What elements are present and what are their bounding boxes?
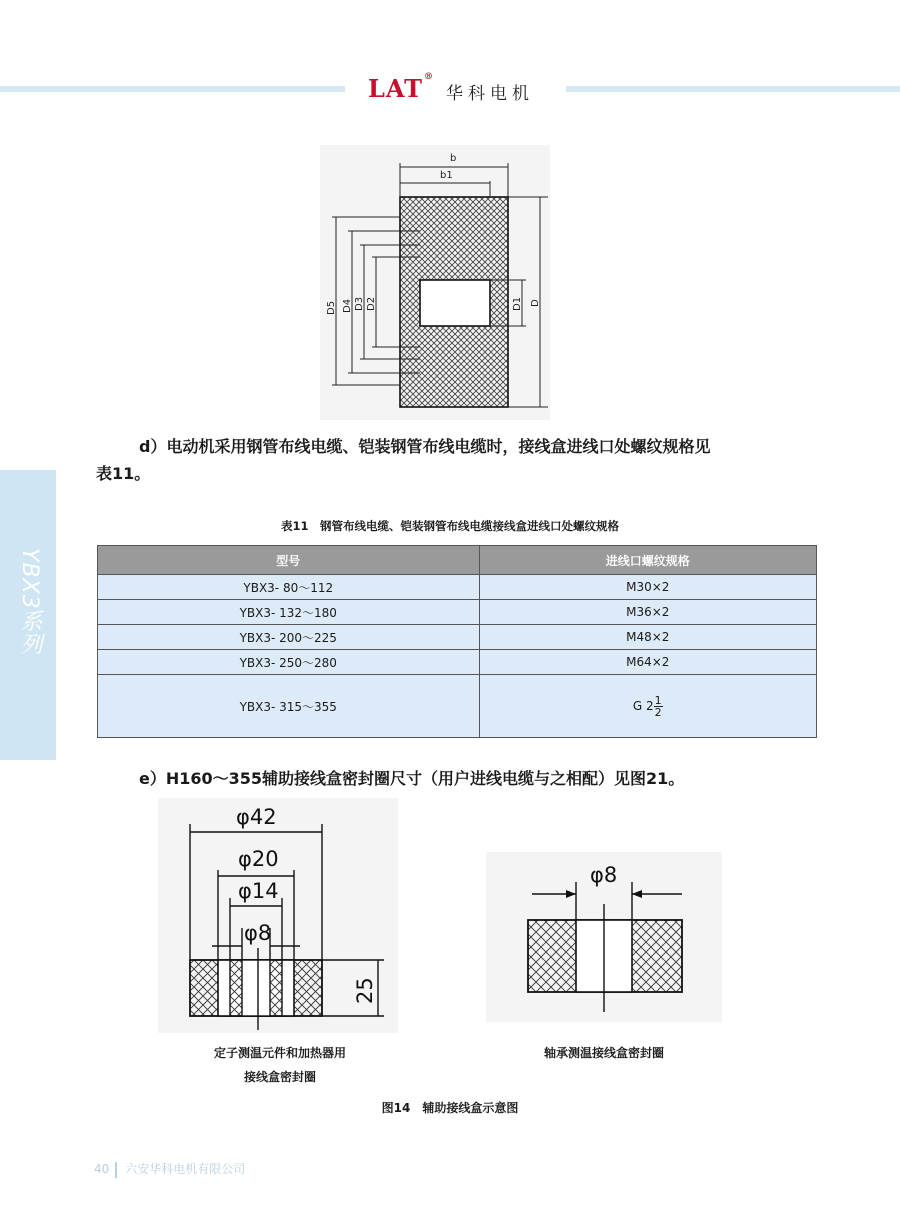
thread-spec-table xyxy=(97,545,817,738)
footer xyxy=(94,1160,245,1178)
para-d-line2: 表11。 xyxy=(96,464,151,483)
footer-divider xyxy=(115,1162,117,1178)
para-d-line1: d）电动机采用钢管布线电缆、铠装钢管布线电缆时，接线盒进线口处螺纹规格见 xyxy=(139,437,711,456)
col-header-model: 型号 xyxy=(98,546,480,575)
side-tab-label: YBX3系列 xyxy=(17,548,42,656)
table-row xyxy=(98,600,817,625)
figure-caption: 图14 辅助接线盒示意图 xyxy=(381,1101,519,1115)
cell-spec xyxy=(479,675,816,738)
cell-model: YBX3- 315～355 xyxy=(98,675,480,738)
dim-phi20: φ20 xyxy=(238,847,279,871)
dim-height-25: 25 xyxy=(353,977,377,1004)
cell-spec: M48×2 xyxy=(479,625,816,650)
dim-phi14: φ14 xyxy=(238,879,279,903)
col-header-spec: 进线口螺纹规格 xyxy=(479,546,816,575)
para-e: e）H160～355辅助接线盒密封圈尺寸（用户进线电缆与之相配）见图21。 xyxy=(139,769,685,788)
cell-spec: M64×2 xyxy=(479,650,816,675)
header-company: 华科电机 xyxy=(446,84,534,104)
footer-company: 六安华科电机有限公司 xyxy=(125,1162,246,1176)
cell-model: YBX3- 80～112 xyxy=(98,575,480,600)
dim-label-d5: D5 xyxy=(326,300,337,315)
cell-model: YBX3- 132～180 xyxy=(98,600,480,625)
caption-left-line1: 定子测温元件和加热器用 xyxy=(213,1046,346,1060)
caption-left-line2: 接线盒密封圈 xyxy=(243,1070,316,1084)
dim-label-d3: D3 xyxy=(354,296,365,311)
dim-phi42: φ42 xyxy=(236,805,277,829)
table-caption: 表11 钢管布线电缆、铠装钢管布线电缆接线盒进线口处螺纹规格 xyxy=(281,519,619,533)
table-row xyxy=(98,575,817,600)
dim-label-d4: D4 xyxy=(342,298,353,313)
cell-model: YBX3- 200～225 xyxy=(98,625,480,650)
table-row xyxy=(98,650,817,675)
spec-prefix: G 2 xyxy=(632,698,654,713)
table-row xyxy=(98,625,817,650)
cell-spec: M30×2 xyxy=(479,575,816,600)
header-rule-right xyxy=(566,86,900,92)
dim-phi8-right: φ8 xyxy=(590,863,618,887)
figure-seal-section xyxy=(320,145,550,420)
dim-label-b1: b1 xyxy=(440,170,453,181)
brand-logo: LAT® xyxy=(368,72,435,103)
side-tab xyxy=(0,470,56,760)
cell-spec: M36×2 xyxy=(479,600,816,625)
dim-label-d: D xyxy=(530,299,541,307)
dim-label-d1: D1 xyxy=(512,296,523,311)
figure-bearing-seal xyxy=(486,852,722,1022)
figure-stator-seal xyxy=(158,798,398,1033)
header-rule-left xyxy=(0,86,345,92)
dim-label-d2: D2 xyxy=(366,296,377,311)
caption-right: 轴承测温接线盒密封圈 xyxy=(543,1046,664,1060)
table-row xyxy=(98,675,817,738)
cell-model: YBX3- 250～280 xyxy=(98,650,480,675)
page-number: 40 xyxy=(94,1162,110,1176)
dim-label-b: b xyxy=(450,153,457,164)
dim-phi8: φ8 xyxy=(244,921,272,945)
spec-fraction: $\frac{1}{2}$ xyxy=(654,693,662,719)
